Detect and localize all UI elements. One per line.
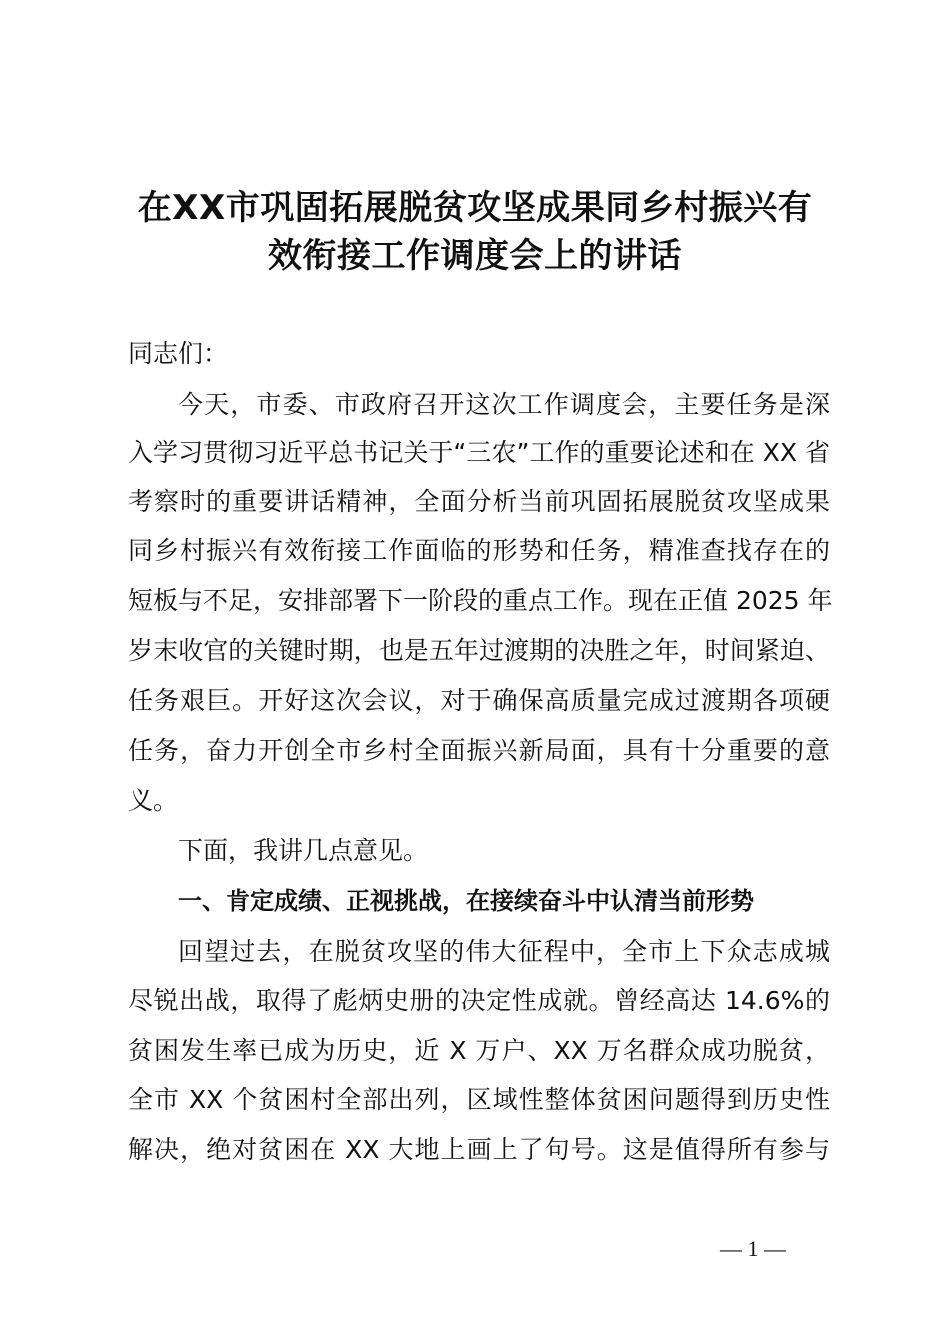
paragraph-line: 今天，市委、市政府召开这次工作调度会，主要任务是深: [178, 390, 830, 419]
paragraph-line: 短板与不足，安排部署下一阶段的重点工作。现在正值 2025 年: [128, 586, 833, 615]
paragraph-line: 任务艰巨。开好这次会议，对于确保高质量完成过渡期各项硬: [128, 686, 830, 715]
salutation: 同志们：: [128, 339, 229, 368]
paragraph-line: 入学习贯彻习近平总书记关于“三农”工作的重要论述和在 XX 省: [128, 438, 830, 467]
document-title-line-2: 效衔接工作调度会上的讲话: [268, 236, 682, 276]
paragraph-line: 解决，绝对贫困在 XX 大地上画上了句号。这是值得所有参与: [128, 1135, 830, 1164]
paragraph-line: 回望过去，在脱贫攻坚的伟大征程中，全市上下众志成城: [178, 937, 830, 966]
paragraph-line: 全市 XX 个贫困村全部出列，区域性整体贫困问题得到历史性: [128, 1085, 830, 1114]
paragraph-line: 义。: [128, 786, 179, 815]
paragraph-line: 下面，我讲几点意见。: [178, 836, 429, 865]
paragraph-line: 考察时的重要讲话精神，全面分析当前巩固拓展脱贫攻坚成果: [128, 487, 830, 516]
paragraph-line: 岁末收官的关键时期，也是五年过渡期的决胜之年，时间紧迫、: [128, 636, 830, 665]
paragraph-line: 尽锐出战，取得了彪炳史册的决定性成就。曾经高达 14.6%的: [128, 986, 830, 1015]
document-title-line-1: 在XX市巩固拓展脱贫攻坚成果同乡村振兴有: [137, 188, 813, 228]
page-number: — 1 —: [720, 1236, 786, 1261]
paragraph-line: 同乡村振兴有效衔接工作面临的形势和任务，精准查找存在的: [128, 536, 830, 565]
section-heading: 一、肯定成绩、正视挑战，在接续奋斗中认清当前形势: [178, 887, 754, 915]
paragraph-line: 贫困发生率已成为历史，近 X 万户、XX 万名群众成功脱贫，: [128, 1036, 830, 1065]
paragraph-line: 任务，奋力开创全市乡村全面振兴新局面，具有十分重要的意: [128, 736, 830, 765]
